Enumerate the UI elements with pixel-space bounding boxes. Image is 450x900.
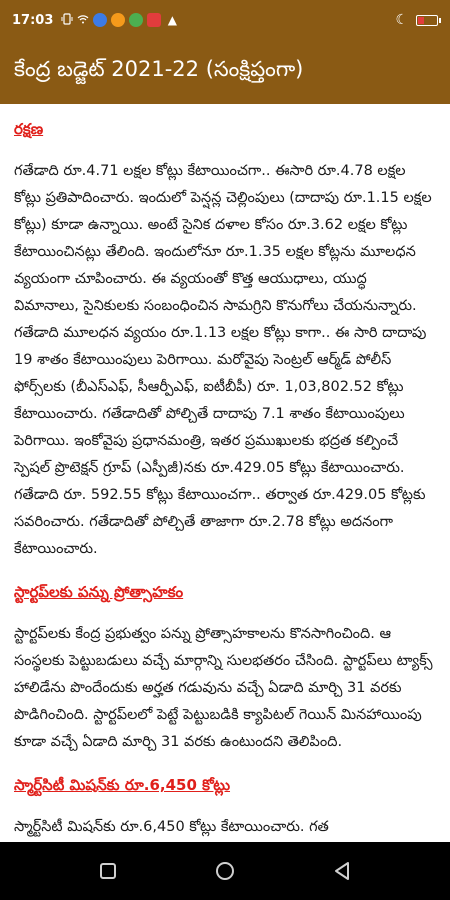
moon-icon: ☾ xyxy=(395,12,408,28)
section-body: గతేడాది రూ.4.71 లక్షల కోట్లు కేటాయించగా.. ఈసారి రూ.4.78 లక్షల కోట్లు ప్రతిపాదించారు. ఇందులో పెన్షన్ల చెల్లింపులు (దాదాపు రూ.1.15 లక్షల కోట్లు) కూడా ఉన్నాయి. అంటే సైనిక దళాల కోసం రూ.3.62 లక్షల కోట్లు కేటాయించినట్లు తేలింది. ఇందులోనూ రూ.1.35 లక్షల కోట్లను మూలధన వ్యయంగా చూపించారు. ఈ వ్యయంతో కొత్త ఆయుధాలు, యుద్ధ విమానాలు, సైనికులకు సంబంధించిన సామగ్రిని కొనుగోలు చేయనున్నారు. గతేడాది మూలధన వ్యయం రూ.1.13 లక్షల కోట్లు కాగా.. ఈ సారి దాదాపు 19 శాతం కేటాయింపులు పెరిగాయి. మరోవైపు సెంట్రల్ ఆర్మ్‌డ్ పోలీస్ ఫోర్స్‌లకు (బీఎస్‌ఎఫ్, సీఆర్పీఎఫ్, ఐటీబీపీ) రూ. 1,03,802.52 కోట్లు కేటాయించారు. గతేడాదితో పోల్చితే దాదాపు 7.1 శాతం కేటాయింపులు పెరిగాయి. ఇంకోవైపు ప్రధానమంత్రి, ఇతర ప్రముఖులకు భద్రత కల్పించే స్పెషల్ ప్రొటెక్షన్ గ్రూప్ (ఎస్పీజీ)నకు రూ.429.05 కోట్లు కేటాయించారు. గతేడాది రూ. 592.55 కోట్లు కేటాయించగా.. తర్వాత రూ.429.05 కోట్లకు సవరించారు. గతేడాదితో పోల్చితే తాజాగా రూ.2.78 కోట్లు అదనంగా కేటాయించారు. xyxy=(14,163,432,557)
section-heading: స్మార్ట్‌సిటీ మిషన్‌కు రూ.6,450 కోట్లు xyxy=(14,776,231,794)
vibrate-icon xyxy=(61,13,73,28)
mail-icon xyxy=(147,13,161,27)
back-triangle-icon[interactable] xyxy=(327,856,357,886)
app-bar xyxy=(0,40,450,104)
wifi-icon xyxy=(77,13,89,28)
status-left xyxy=(12,13,179,28)
page-title: కేంద్ర బడ్జెట్ 2021-22 (సంక్షిప్తంగా) xyxy=(14,57,304,81)
status-time: 17:03 xyxy=(12,12,54,28)
status-bar xyxy=(0,0,450,40)
battery-icon xyxy=(416,15,438,26)
recents-square-icon[interactable] xyxy=(93,856,123,886)
app-icon-green xyxy=(129,13,143,27)
section-heading: రక్షణ xyxy=(14,120,44,138)
section-smartcity xyxy=(14,774,436,841)
article-content[interactable] xyxy=(0,104,450,842)
section-heading: స్టార్టప్‌లకు పన్ను ప్రోత్సాహకం xyxy=(14,583,184,601)
navigation-bar xyxy=(0,842,450,900)
notification-icons xyxy=(61,13,179,28)
home-circle-icon[interactable] xyxy=(210,856,240,886)
section-body: స్మార్ట్‌సిటీ మిషన్‌కు రూ.6,450 కోట్లు కేటాయించారు. గత xyxy=(14,819,329,835)
section-body: స్టార్టప్‌లకు కేంద్ర ప్రభుత్వం పన్ను ప్రోత్సాహకాలను కొనసాగించింది. ఆ సంస్థలకు పెట్టుబడులు వచ్చే మార్గాన్ని సులభతరం చేసింది. స్టార్టప్‌లు ట్యాక్స్ హాలిడేను పొందేందుకు అర్హత గడువును వచ్చే ఏడాది మార్చి 31 వరకు పొడిగించింది. స్టార్టప్‌లలో పెట్టే పెట్టుబడికి క్యాపిటల్ గెయిన్ మినహాయింపు కూడా వచ్చే ఏడాది మార్చి 31 వరకు ఉంటుందని తెలిపింది. xyxy=(14,626,433,750)
status-right xyxy=(395,12,438,28)
section-defence xyxy=(14,118,436,563)
app-icon-blue xyxy=(93,13,107,27)
chrome-icon xyxy=(111,13,125,27)
alert-icon: ▲ xyxy=(167,13,177,27)
section-startups xyxy=(14,581,436,756)
